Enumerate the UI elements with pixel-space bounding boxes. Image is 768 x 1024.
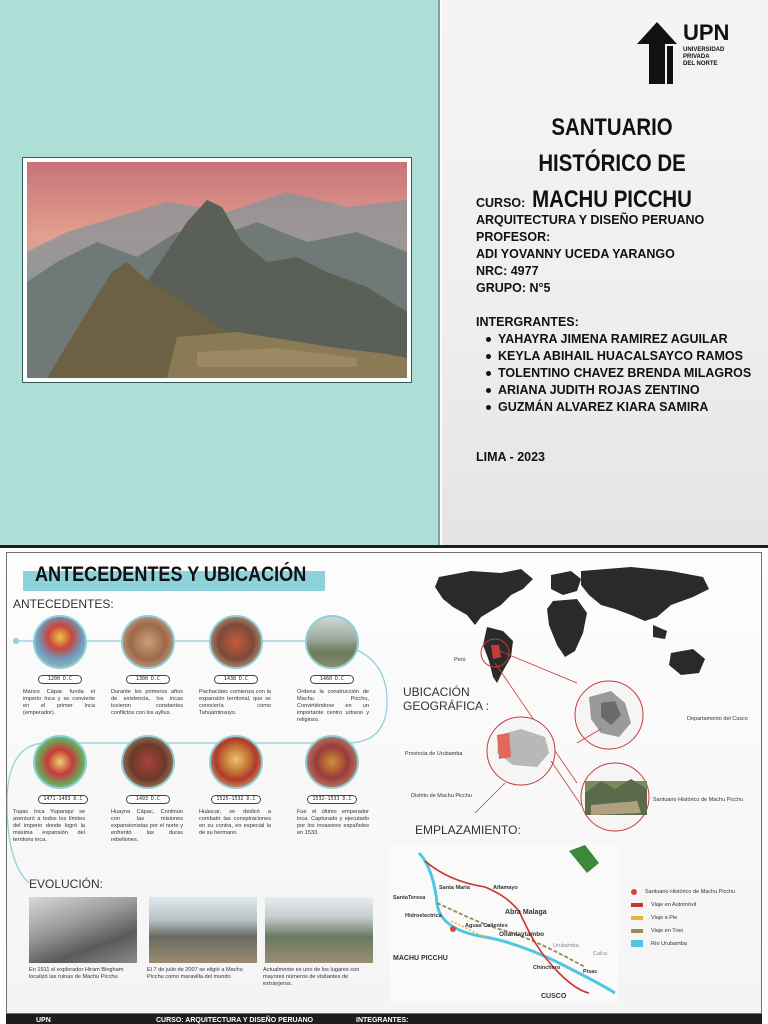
cover-title-line2: MACHU PICCHU [532,186,692,213]
route-label: MACHU PICCHU [393,955,448,962]
mountain-landscape-image [27,162,407,378]
route-label: Urubamba [553,943,579,949]
legend-item [631,937,735,950]
timeline-image-5 [33,735,87,789]
legend-label: Viaje en Automóvil [651,901,697,908]
ubicacion-label-2: GEOGRÁFICA : [403,699,490,713]
footer-integrantes: INTEGRANTES: [356,1017,409,1024]
timeline-date: 1471-1493 D.C [38,795,88,804]
legend-item [631,885,735,898]
integrante-item: KEYLA ABIHAIL HUACALSAYCO RAMOS [484,348,766,365]
curso-label: CURSO: [476,196,526,210]
poster-title: ANTECEDENTES Y UBICACIÓN [35,563,307,586]
legend-label: Viaje a Pie [651,914,678,921]
timeline-date: 1438 D.C [214,675,258,684]
timeline-image-4 [305,615,359,669]
timeline-image-8 [305,735,359,789]
upn-line3: DEL NORTE [683,61,718,67]
evolucion-image-2 [149,897,257,963]
timeline-text: Pachacútec comienza con la expansión territorial, que se conocería como Tahuantinsuyo. [199,689,271,716]
timeline-date: 1300 D.C [126,675,170,684]
legend-item [631,911,735,924]
integrantes-label: INTERGRANTES: [476,315,579,329]
evolucion-caption-3: Actualmente es uno de los lugares con mayores números de visitantes de extranjeros. [263,967,360,987]
curso-value: ARQUITECTURA Y DISEÑO PERUANO [476,213,705,227]
cover-photo-frame [22,157,412,383]
timeline-text: Ordena la construcción de Machu Picchu, Convirtiéndose en un importante centro urbano y religioso. [297,689,369,723]
legend-item [631,924,735,937]
legend-label: Río Urubamba [651,940,687,947]
cover-info [476,195,766,416]
evolucion-caption-2: El 7 de julio de 2007 se eligió a Machu Picchu como maravilla del mundo [147,967,243,980]
legend-item [631,898,735,911]
footer-logo: UPN [36,1017,51,1024]
evolucion-label: EVOLUCIÓN: [29,877,104,891]
poster-footer [6,1014,762,1024]
timeline-date: 1525-1532 D.C [211,795,261,804]
upn-brand: UPN [683,20,730,45]
machu-picchu-photo [27,162,407,378]
evolucion-image-3 [265,897,373,963]
legend-swatch [631,940,643,947]
timeline-text: Manco Cápac funda el imperio Inca y se convierte en el primer Inca (emperador). [23,689,95,716]
timeline-text: Tupac Inca Yupanqui se aventuró a todos los límites del imperio donde logró la máxima expansión del territorio inca. [13,809,85,843]
route-label: Ollantaytambo [499,931,545,938]
route-label: Alfamayo [493,885,518,891]
timeline-image-1 [33,615,87,669]
profesor-value: ADI YOVANNY UCEDA YARANGO [476,247,675,261]
ubicacion-label-1: UBICACIÓN [403,685,470,699]
upn-line2: PRIVADA [683,54,710,60]
upn-logo [637,22,729,84]
route-label: Santa Maria [439,885,470,891]
timeline-text: Durante los primeros años de existencia, los incas tuvieron constantes conflictos con los ayllus. [111,689,183,716]
map-label-peru: Perú [454,657,466,663]
cover-left-panel [0,0,440,545]
timeline-date: 1532-1533 D.C [307,795,357,804]
timeline-text: Huayna Cápac, Continúo con las misiones expansionistas por el norte y enfrentó las duras rebeliones. [111,809,183,843]
integrante-item: YAHAYRA JIMENA RAMIREZ AGUILAR [484,331,766,348]
lugar-fecha: LIMA - 2023 [476,450,546,464]
legend-swatch [631,916,643,920]
legend-swatch [631,903,643,907]
route-map [389,843,619,1001]
route-legend [631,885,735,950]
map-label-cusco: Departamento del Cusco [687,716,748,722]
timeline-image-7 [209,735,263,789]
route-label: SantaTeresa [393,895,426,901]
map-label-distrito: Distrito de Machu Picchu [411,793,472,799]
poster-page [0,545,768,1024]
emplazamiento-label: EMPLAZAMIENTO: [415,823,521,837]
integrantes-list [476,331,766,416]
legend-swatch [631,889,637,895]
evolucion-image-1 [29,897,137,963]
timeline-image-6 [121,735,175,789]
timeline-date: 1200 D.C [38,675,82,684]
integrante-item: GUZMÁN ALVAREZ KIARA SAMIRA [484,399,766,416]
poster-body [6,552,762,1014]
route-label: Hidroelectrica [405,913,442,919]
timeline-date: 1460 D.C [310,675,354,684]
cover-right-panel [442,0,768,545]
route-label: Aguas Calientes [465,923,508,929]
legend-swatch [631,929,643,933]
legend-label: Viaje en Tren [651,927,684,934]
integrante-item: TOLENTINO CHAVEZ BRENDA MILAGROS [484,365,766,382]
timeline-date: 1493 D.C [126,795,170,804]
evolucion-caption-1: En 1911 el explorador Hiram Bingham localizó las ruinas de Machu Picchu [29,967,124,980]
timeline-text: Huáscar, se dedicó a combatir las conspiraciones en su contra, en especial la de su hermano. [199,809,271,836]
upn-arrow-icon [637,22,677,84]
route-label: Chinchero [533,965,561,971]
timeline-image-2 [121,615,175,669]
profesor-label: PROFESOR: [476,230,551,244]
timeline-text: Fue el último emperador inca. Capturado y ejecutado por los invasores españoles en 1533. [297,809,369,836]
route-label: Abra Malaga [505,909,547,916]
route-label: Pisac [583,969,598,975]
route-label: Calca [593,951,608,957]
antecedentes-label: ANTECEDENTES: [13,597,114,611]
upn-line1: UNIVERSIDAD [683,47,725,53]
nrc: NRC: 4977 [476,264,539,278]
integrante-item: ARIANA JUDITH ROJAS ZENTINO [484,382,766,399]
map-label-santuario: Santuario Histórico de Machu Picchu [653,797,744,803]
map-label-urubamba: Provincia de Urubamba [405,751,463,757]
legend-label: Santuario Histórico de Machu Picchu [645,888,736,895]
route-label: CUSCO [541,993,567,1000]
footer-curso: CURSO: ARQUITECTURA Y DISEÑO PERUANO [156,1017,314,1024]
timeline-image-3 [209,615,263,669]
grupo: GRUPO: N°5 [476,281,551,295]
cover-title-line1: SANTUARIO HISTÓRICO DE [538,114,686,177]
